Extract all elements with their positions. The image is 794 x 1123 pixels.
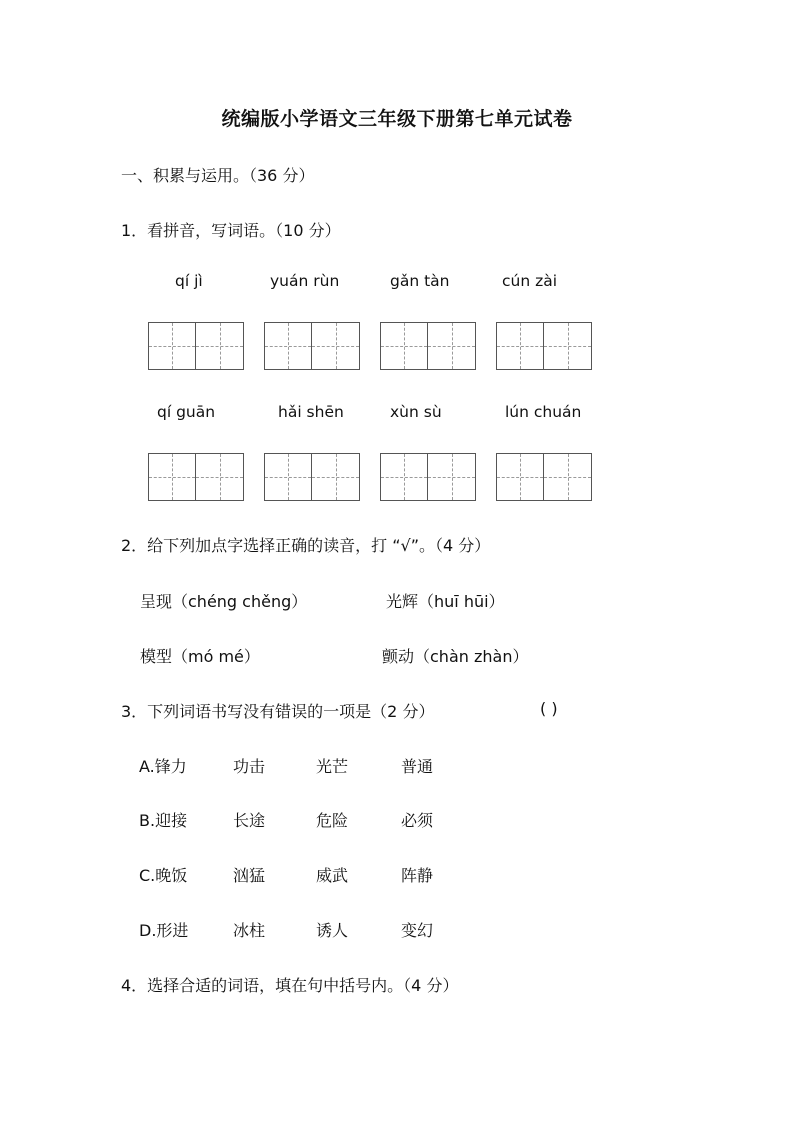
writing-grid[interactable] xyxy=(148,322,244,370)
writing-grid[interactable] xyxy=(496,453,592,501)
reading-choice[interactable]: 模型（mó mé） xyxy=(140,647,260,666)
answer-parentheses[interactable]: ( ) xyxy=(540,699,558,718)
reading-choice[interactable]: 颤动（chàn zhàn） xyxy=(382,647,529,666)
pinyin-1: qí jì xyxy=(175,272,203,290)
page-title: 统编版小学语文三年级下册第七单元试卷 xyxy=(221,108,573,130)
option-b-word: B.迎接 xyxy=(139,811,188,830)
question-4: 4．选择合适的词语，填在句中括号内。（4 分） xyxy=(121,976,459,995)
writing-grid[interactable] xyxy=(496,322,592,370)
option-a-word: 光芒 xyxy=(316,757,349,776)
section-heading: 一、积累与运用。（36 分） xyxy=(121,166,315,185)
pinyin-4: cún zài xyxy=(502,272,558,290)
option-b-word: 长途 xyxy=(233,811,266,830)
writing-grid[interactable] xyxy=(380,322,476,370)
option-a-word: 普通 xyxy=(401,757,434,776)
writing-grid[interactable] xyxy=(148,453,244,501)
option-c-word: 威武 xyxy=(316,866,349,885)
reading-choice[interactable]: 光辉（huī hūi） xyxy=(386,592,505,611)
option-c-word: 阵静 xyxy=(401,866,434,885)
option-d-word: 冰柱 xyxy=(233,921,266,940)
pinyin-6: hǎi shēn xyxy=(278,403,344,421)
option-d-word: 变幻 xyxy=(401,921,434,940)
option-c-word: 汹猛 xyxy=(233,866,266,885)
question-2: 2．给下列加点字选择正确的读音，打 “√”。（4 分） xyxy=(121,536,491,555)
writing-grid[interactable] xyxy=(380,453,476,501)
reading-choice[interactable]: 呈现（chéng chěng） xyxy=(140,592,308,611)
option-b-word: 危险 xyxy=(316,811,349,830)
pinyin-2: yuán rùn xyxy=(270,272,340,290)
pinyin-7: xùn sù xyxy=(390,403,442,421)
question-1: 1．看拼音，写词语。（10 分） xyxy=(121,221,341,240)
pinyin-3: gǎn tàn xyxy=(390,272,450,290)
option-c-word: C.晚饭 xyxy=(139,866,188,885)
option-a-word: 功击 xyxy=(233,757,266,776)
pinyin-5: qí guān xyxy=(157,403,216,421)
writing-grid[interactable] xyxy=(264,322,360,370)
option-a-word: A.锋力 xyxy=(139,757,187,776)
writing-grid[interactable] xyxy=(264,453,360,501)
question-3: 3．下列词语书写没有错误的一项是（2 分） xyxy=(121,702,435,721)
pinyin-8: lún chuán xyxy=(505,403,582,421)
option-d-word: 诱人 xyxy=(316,921,349,940)
option-b-word: 必须 xyxy=(401,811,434,830)
option-d-word: D.形进 xyxy=(139,921,189,940)
